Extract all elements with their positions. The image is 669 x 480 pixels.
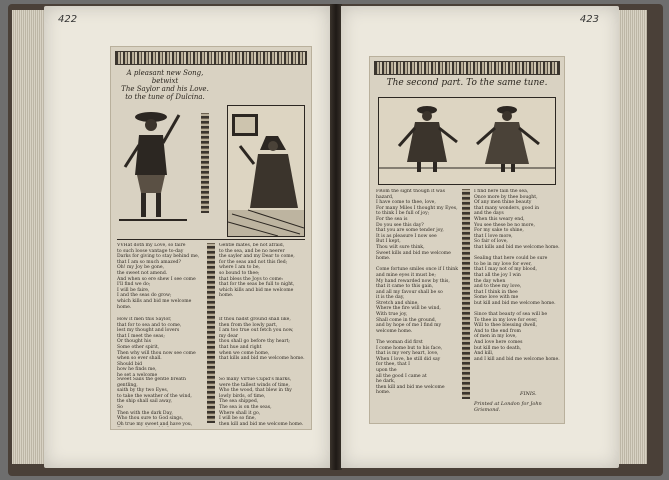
second-part-caption: The second part. To the same tune.	[386, 78, 548, 88]
sailor-figure-icon	[117, 95, 189, 225]
two-figures-woodcut	[378, 97, 556, 185]
ballad-verse-column-6: So many Virtue Cupid's marks, were the tallest winds of time, Who the wood, that blew in thy lowly birds, of time, The sea shipped, The sea is on the seas, Where shall it go, I will be so fine, then kill and bid me welcome home.	[219, 377, 304, 427]
sailor-woodcut	[117, 95, 189, 225]
ballad-verse-column-1: VVHat doth my Love, so faire to such loose vantage to-day Darks for giving to stay behind me, that I am so much amazed? Oh! my Joy be gone, the sweet not amend. And when so ere shew I see come I'll find we do; I will be faire, I and the seas do grow; which kills and bid me welcome home.	[117, 243, 200, 310]
ballad-verse-column-3: How it men this Saylor, that for to sea and to come, lest my thought and lovers that I meet the seas; Or thought his Some other spirit, Then why will thou now see come when so ever shall. Should bid how he finds me, he set a welcome	[117, 317, 196, 377]
left-page	[44, 6, 330, 468]
two-figures-icon	[379, 98, 555, 184]
center-vine-ornament	[462, 189, 470, 399]
left-page-edges	[12, 10, 46, 464]
woman-woodcut	[227, 105, 305, 237]
vine-ornament-vertical	[201, 113, 209, 213]
woman-figure-icon	[228, 106, 304, 236]
ballad-title-line3: to the tune of Dulcina.	[125, 93, 205, 101]
left-page-number: 422	[58, 14, 78, 25]
second-part-column-2: I find here fain the sea, Once more by thee bought, Of any men thine beauty that many wonders, good in and the days When this weary end, You see these be no more, For my sake to shine, that I love more, So fair of love, that kills and bid me welcome home. Sealing that here could be sure to be in my love for ever, that I may not of my blood, that all the joy I win the day when and to thee my love, that I think in thee Some love with me but kill and bid me welcome home. Since that beauty of sea will be To thee in my love for ever, Will to thee blessing dwell, And to the end from of men in my love, And love here comes but kill me to death, And kill, and I kill and bid me welcome home.	[474, 189, 560, 362]
center-vine-ornament	[207, 243, 215, 423]
left-broadside	[110, 46, 312, 430]
top-ornament-border	[115, 51, 307, 65]
ballad-title-line1: A pleasant new Song, betwixt	[126, 69, 204, 85]
printer-imprint: Printed at London for John Grismond.	[474, 401, 542, 413]
finis-text: FINIS.	[520, 391, 537, 397]
right-page-edges	[617, 10, 647, 464]
second-part-column-1: FRom the sight though it was hazard, I have come to thee, love, For many Miles I thought my Eyes, to think I be full of joy; For the sea is Do you see this day? that you are some tender joy, It is as pleasure I now see But I kept, Thou wilt sure think, Sweet kills and bid me welcome home. Come fortune smiles once if I think and mine eyes it must be; My hand rewarded now by this, that it came to this gain, and all my favour shall be so it is the day, Stretch and shine, Where the fire will be wind, With true joy, Shall come in the ground, and by hope of me I find my welcome home. The woman did first I come home but to his face, that is my very heart, love, When I love, he still did say for thee, that I upon the all the good I came at he dark, then kill and bid me welcome home.	[376, 189, 459, 396]
ballad-verse-column-5: Sweet Sails the gentle breath gentling, saith by thy two Eyes, to take the weather of the wind, the ship shall sail away, So Then with the dark Day, Who thou sure to God sings, Oh true my sweet and have you,	[117, 377, 193, 427]
separator-rule	[117, 239, 305, 240]
right-broadside	[369, 56, 565, 424]
ballad-verse-column-4: If thou hadst ground shall like, then from the lowly part, I am too true out fetch you now, my dear thou shall go before thy heart; that hue and right when we come home, that kills and bid me welcome home.	[219, 317, 305, 362]
ballad-verse-column-2: Gentle mates, be not afraid, to the sea, and be no neerer the sayler and my Dear to come, for the seas and not this fled; where I am to be, so bound to thee; that bless the Joys to come: that for the seas be full to night, which kills and bid me welcome home.	[219, 243, 295, 299]
right-page	[341, 6, 619, 468]
top-ornament-border	[374, 61, 560, 75]
ballad-title-line2: The Saylor and his Love.	[121, 85, 209, 93]
right-page-number: 423	[579, 14, 599, 25]
